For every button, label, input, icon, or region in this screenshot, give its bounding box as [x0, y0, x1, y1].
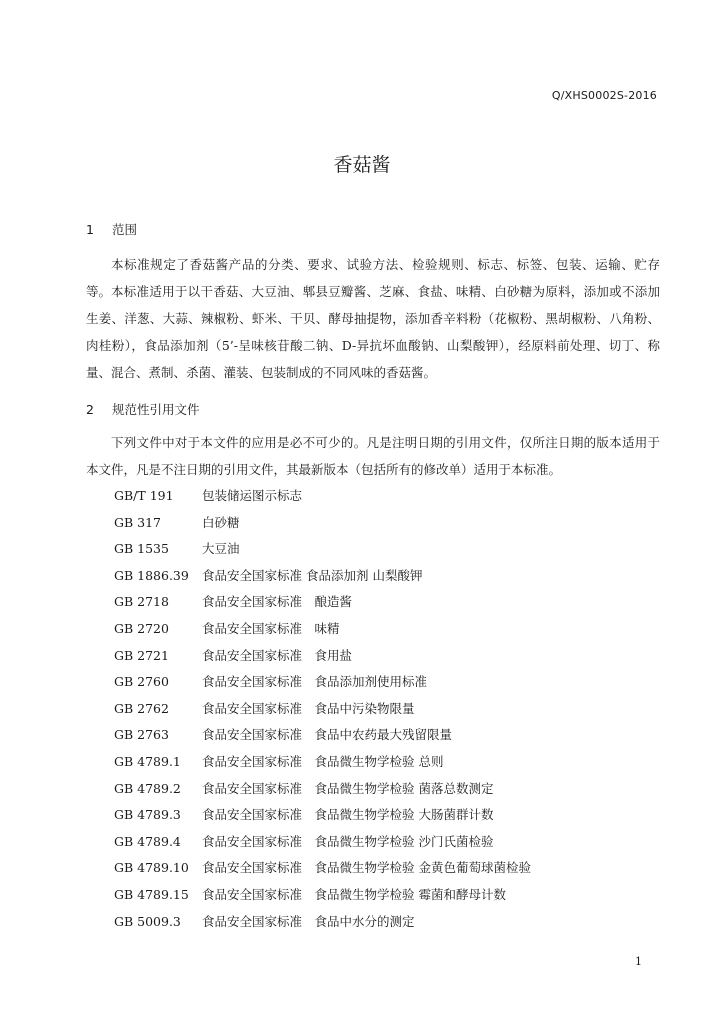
reference-item [114, 909, 531, 936]
reference-title: 食品安全国家标准 酿造酱 [202, 594, 353, 610]
reference-code: GB 1886.39 [114, 567, 189, 583]
document-title: 香菇酱 [333, 154, 391, 176]
reference-item [114, 802, 531, 829]
reference-item [114, 563, 531, 590]
reference-code: GB 2760 [114, 674, 169, 690]
reference-title: 食品安全国家标准 食用盐 [202, 647, 353, 663]
reference-item [114, 589, 531, 616]
reference-code: GB 2763 [114, 727, 169, 743]
reference-code: GB 2718 [114, 594, 169, 610]
reference-item [114, 643, 531, 670]
section-title: 范围 [112, 222, 138, 237]
reference-title: 食品安全国家标准 食品添加剂使用标准 [202, 674, 428, 690]
scope-paragraph-1: 本标准规定了香菇酱产品的分类、要求、试验方法、检验规则、标志、标签、包装、运输、贮存等。 [86, 257, 660, 299]
reference-code: GB 4789.3 [114, 807, 181, 823]
page-number: 1 [635, 955, 642, 968]
reference-item [114, 829, 531, 856]
reference-title: 白砂糖 [202, 514, 240, 530]
reference-code: GB 4789.4 [114, 833, 181, 849]
reference-code: GB 4789.1 [114, 753, 181, 769]
reference-code: GB 4789.10 [114, 860, 189, 876]
document-code: Q/XHS0002S-2016 [551, 89, 657, 102]
section-number: 1 [86, 222, 94, 237]
reference-item [114, 749, 531, 776]
reference-item [114, 510, 531, 537]
reference-title: 食品安全国家标准 食品微生物学检验 金黄色葡萄球菌检验 [202, 860, 531, 876]
reference-code: GB 2762 [114, 700, 169, 716]
reference-title: 大豆油 [202, 541, 240, 557]
reference-title: 食品安全国家标准 食品中污染物限量 [202, 700, 415, 716]
reference-code: GB 317 [114, 514, 162, 530]
reference-title: 食品安全国家标准 食品微生物学检验 总则 [202, 753, 444, 769]
section-number: 2 [86, 402, 94, 417]
reference-title: 食品安全国家标准 食品微生物学检验 霉菌和酵母计数 [202, 886, 506, 902]
reference-code: GB 4789.2 [114, 780, 181, 796]
reference-code: GB 1535 [114, 541, 169, 557]
reference-title: 食品安全国家标准 味精 [202, 620, 340, 636]
reference-item [114, 616, 531, 643]
reference-title: 食品安全国家标准 食品中农药最大残留限量 [202, 727, 453, 743]
section-heading-normative-references [86, 400, 200, 418]
reference-title: 食品安全国家标准 食品微生物学检验 大肠菌群计数 [202, 807, 494, 823]
reference-title: 食品安全国家标准 食品中水分的测定 [202, 913, 415, 929]
reference-code: GB 2720 [114, 620, 169, 636]
section-heading-scope [86, 220, 137, 238]
reference-item [114, 776, 531, 803]
reference-item [114, 483, 531, 510]
reference-item [114, 696, 531, 723]
reference-title: 食品安全国家标准 食品微生物学检验 沙门氏菌检验 [202, 833, 494, 849]
reference-title: 食品安全国家标准 食品微生物学检验 菌落总数测定 [202, 780, 494, 796]
reference-title: 食品安全国家标准 食品添加剂 山梨酸钾 [202, 567, 423, 583]
reference-item [114, 722, 531, 749]
reference-item [114, 882, 531, 909]
reference-code: GB 4789.15 [114, 886, 189, 902]
section-title: 规范性引用文件 [112, 402, 200, 417]
references-intro-paragraph: 下列文件中对于本文件的应用是必不可少的。凡是注明日期的引用文件，仅所注日期的版本适用于本文件，凡是不注日期的引用文件，其最新版本（包括所有的修改单）适用于本标准。 [86, 435, 660, 477]
reference-code: GB/T 191 [114, 488, 174, 503]
reference-title: 包装储运图示标志 [202, 488, 303, 503]
reference-item [114, 536, 531, 563]
reference-list [114, 483, 531, 935]
reference-item [114, 855, 531, 882]
reference-item [114, 669, 531, 696]
reference-code: GB 2721 [114, 647, 169, 663]
reference-code: GB 5009.3 [114, 913, 181, 929]
scope-paragraph-2: 本标准适用于以干香菇、大豆油、郫县豆瓣酱、芝麻、食盐、味精、白砂糖为原料，添加或不添加生姜、洋葱、大蒜、辣椒粉、虾米、干贝、酵母抽提物，添加香辛料粉（花椒粉、黑胡椒粉、八角粉、肉桂粉），食品添加剂（5’-呈味核苷酸二钠、D-异抗坏血酸钠、山梨酸钾），经原料前处理、切丁、称量、混合、煮制、杀菌、灌装、包装制成的不同风味的香菇酱。 [86, 284, 660, 380]
